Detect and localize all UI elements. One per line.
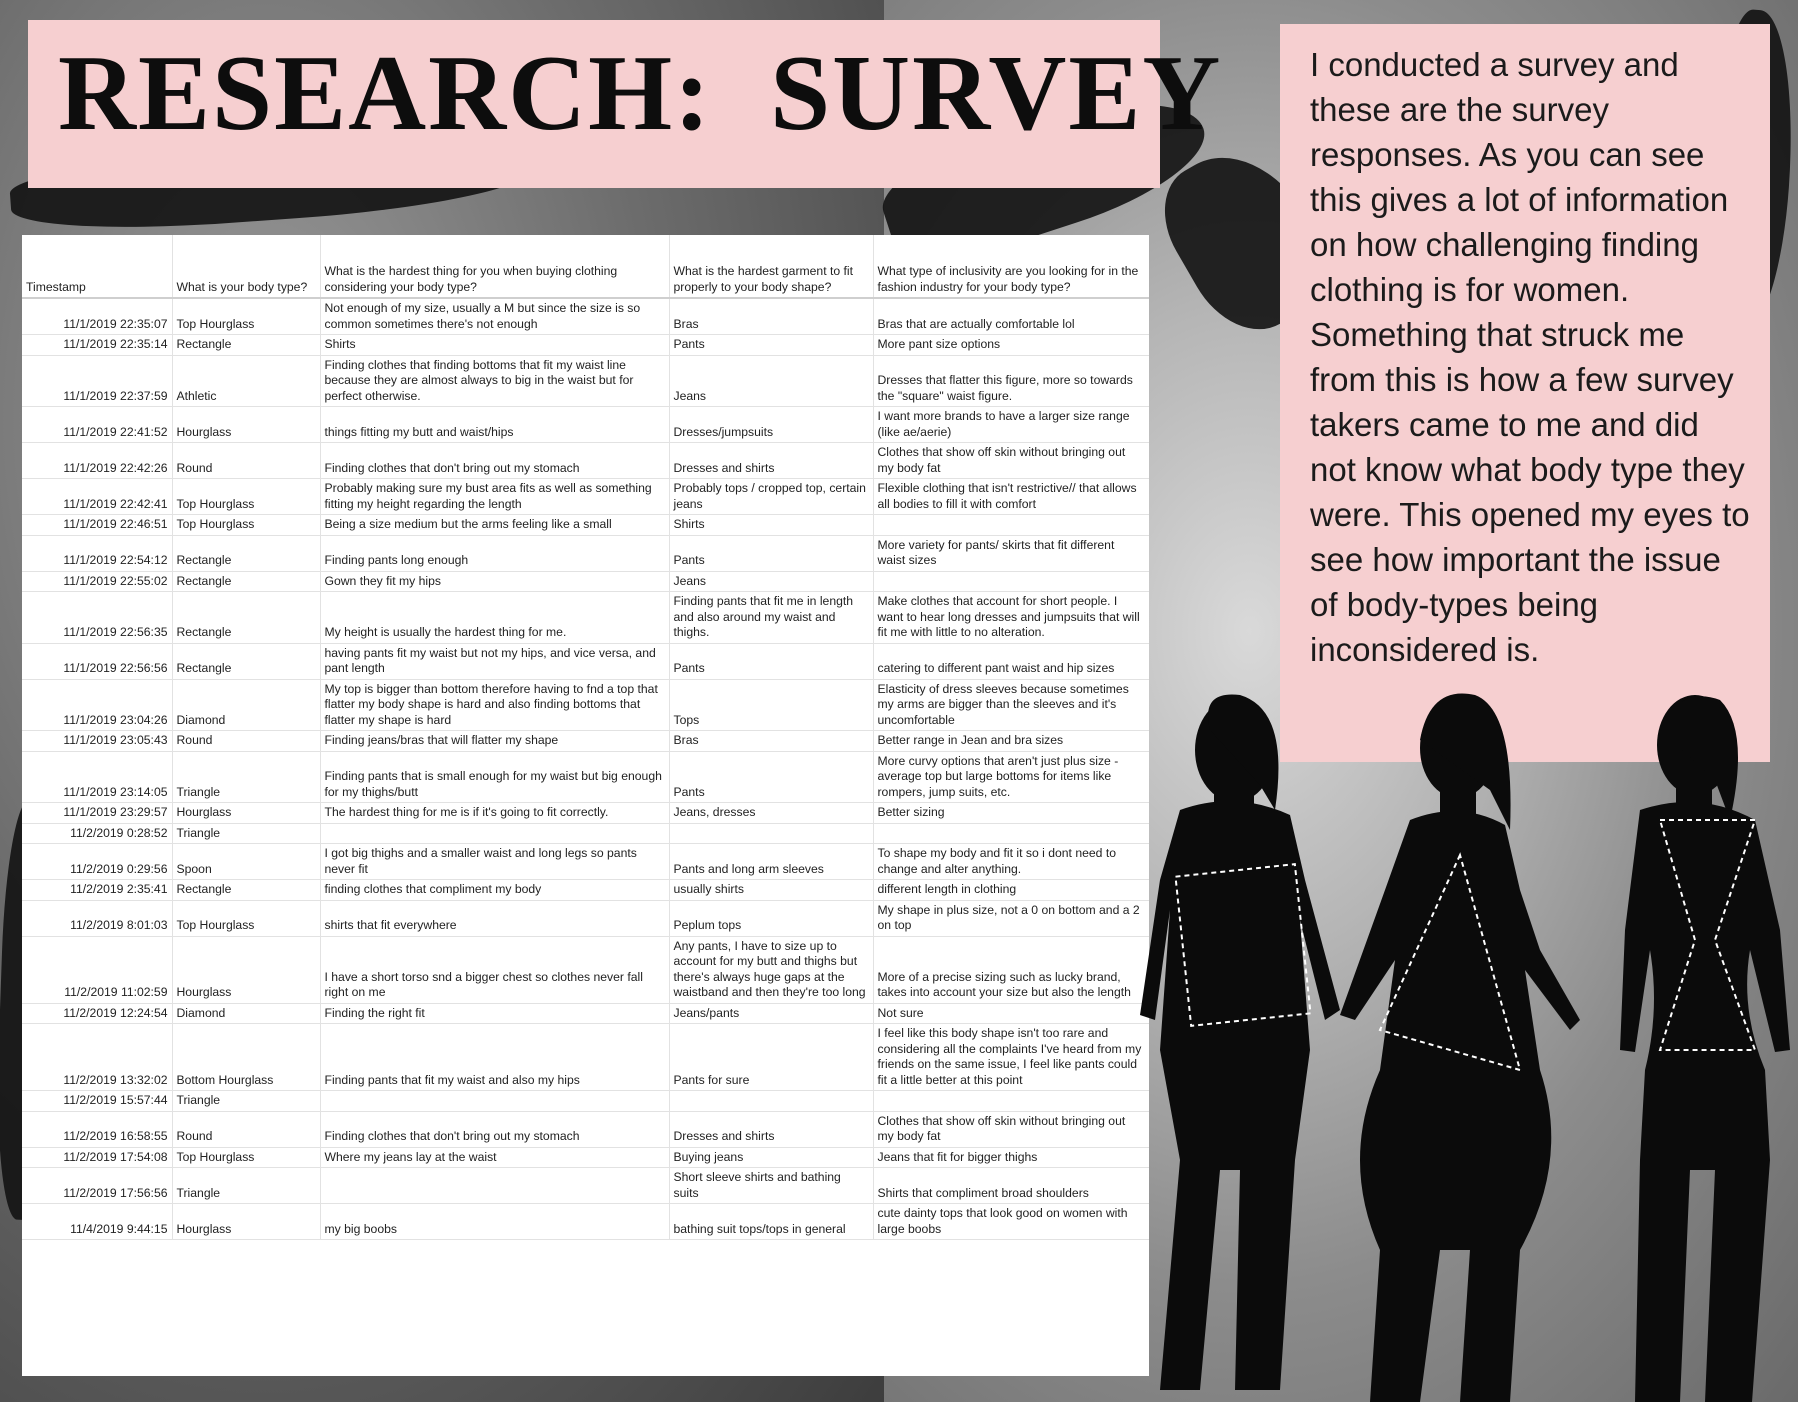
column-header: Timestamp: [22, 235, 172, 298]
hardest-garment-cell: Jeans: [669, 571, 873, 592]
hardest-thing-cell: Finding pants that is small enough for my waist but big enough for my thighs/butt: [320, 751, 669, 803]
table-row: [22, 515, 1149, 536]
body-type-cell: Diamond: [172, 1003, 320, 1024]
hardest-thing-cell: I have a short torso snd a bigger chest so clothes never fall right on me: [320, 936, 669, 1003]
hardest-thing-cell: Finding clothes that finding bottoms that fit my waist line because they are almost always to big in the waist but for perfect otherwise.: [320, 355, 669, 407]
table-row: [22, 298, 1149, 335]
table-row: [22, 1003, 1149, 1024]
column-header: What is the hardest garment to fit properly to your body shape?: [669, 235, 873, 298]
body-type-cell: Rectangle: [172, 535, 320, 571]
inclusivity-cell: I feel like this body shape isn't too rare and considering all the complaints I've heard from my friends on the same issue, I feel like pants could fit a little better at this point: [873, 1024, 1149, 1091]
body-type-cell: Triangle: [172, 1168, 320, 1204]
body-type-cell: Top Hourglass: [172, 515, 320, 536]
table-row: [22, 731, 1149, 752]
table-row: [22, 844, 1149, 880]
inclusivity-cell: Clothes that show off skin without bringing out my body fat: [873, 1111, 1149, 1147]
inclusivity-cell: Clothes that show off skin without bringing out my body fat: [873, 443, 1149, 479]
body-type-cell: Rectangle: [172, 592, 320, 644]
body-type-cell: Spoon: [172, 844, 320, 880]
hardest-garment-cell: Pants: [669, 335, 873, 356]
table-row: [22, 535, 1149, 571]
body-type-cell: Hourglass: [172, 407, 320, 443]
hardest-garment-cell: Tops: [669, 679, 873, 731]
table-row: [22, 751, 1149, 803]
hardest-garment-cell: Finding pants that fit me in length and also around my waist and thighs.: [669, 592, 873, 644]
body-silhouettes-illustration: [1140, 690, 1798, 1402]
timestamp-cell: 11/2/2019 12:24:54: [22, 1003, 172, 1024]
body-type-cell: Top Hourglass: [172, 298, 320, 335]
inclusivity-cell: Better range in Jean and bra sizes: [873, 731, 1149, 752]
hardest-garment-cell: [669, 1091, 873, 1112]
table-header-row: [22, 235, 1149, 298]
table-row: [22, 900, 1149, 936]
body-type-cell: Round: [172, 1111, 320, 1147]
hardest-thing-cell: Finding pants long enough: [320, 535, 669, 571]
table-row: [22, 823, 1149, 844]
table-row: [22, 880, 1149, 901]
hardest-garment-cell: Pants and long arm sleeves: [669, 844, 873, 880]
table-row: [22, 1204, 1149, 1240]
hardest-garment-cell: Dresses/jumpsuits: [669, 407, 873, 443]
body-type-cell: Rectangle: [172, 880, 320, 901]
page-title: RESEARCH: SURVEY: [58, 34, 1223, 153]
table-row: [22, 1111, 1149, 1147]
body-type-cell: Athletic: [172, 355, 320, 407]
hardest-garment-cell: Dresses and shirts: [669, 443, 873, 479]
hardest-thing-cell: my big boobs: [320, 1204, 669, 1240]
table-row: [22, 643, 1149, 679]
hardest-thing-cell: Shirts: [320, 335, 669, 356]
inclusivity-cell: More pant size options: [873, 335, 1149, 356]
hardest-garment-cell: Probably tops / cropped top, certain jeans: [669, 479, 873, 515]
inclusivity-cell: Shirts that compliment broad shoulders: [873, 1168, 1149, 1204]
inclusivity-cell: Flexible clothing that isn't restrictive// that allows all bodies to fill it with comfort: [873, 479, 1149, 515]
timestamp-cell: 11/1/2019 22:56:56: [22, 643, 172, 679]
inclusivity-cell: [873, 515, 1149, 536]
timestamp-cell: 11/2/2019 17:56:56: [22, 1168, 172, 1204]
inclusivity-cell: Jeans that fit for bigger thighs: [873, 1147, 1149, 1168]
hardest-garment-cell: Short sleeve shirts and bathing suits: [669, 1168, 873, 1204]
table-row: [22, 1168, 1149, 1204]
table-row: [22, 479, 1149, 515]
body-type-cell: Hourglass: [172, 1204, 320, 1240]
timestamp-cell: 11/1/2019 22:56:35: [22, 592, 172, 644]
hardest-garment-cell: Any pants, I have to size up to account for my butt and thighs but there's always huge gaps at the waistband and then they're too long: [669, 936, 873, 1003]
hardest-garment-cell: Pants: [669, 535, 873, 571]
timestamp-cell: 11/1/2019 22:46:51: [22, 515, 172, 536]
timestamp-cell: 11/4/2019 9:44:15: [22, 1204, 172, 1240]
hardest-garment-cell: [669, 823, 873, 844]
timestamp-cell: 11/2/2019 8:01:03: [22, 900, 172, 936]
hardest-thing-cell: Finding clothes that don't bring out my stomach: [320, 443, 669, 479]
table-row: [22, 355, 1149, 407]
hardest-garment-cell: Pants for sure: [669, 1024, 873, 1091]
inclusivity-cell: Dresses that flatter this figure, more so towards the "square" waist figure.: [873, 355, 1149, 407]
timestamp-cell: 11/1/2019 23:29:57: [22, 803, 172, 824]
timestamp-cell: 11/1/2019 22:55:02: [22, 571, 172, 592]
inclusivity-cell: More of a precise sizing such as lucky brand, takes into account your size but also the length: [873, 936, 1149, 1003]
body-type-cell: Triangle: [172, 1091, 320, 1112]
hardest-garment-cell: Peplum tops: [669, 900, 873, 936]
timestamp-cell: 11/2/2019 2:35:41: [22, 880, 172, 901]
hardest-thing-cell: Where my jeans lay at the waist: [320, 1147, 669, 1168]
inclusivity-cell: catering to different pant waist and hip sizes: [873, 643, 1149, 679]
body-type-cell: Hourglass: [172, 936, 320, 1003]
inclusivity-cell: Make clothes that account for short people. I want to hear long dresses and jumpsuits that will fit me with little to no alteration.: [873, 592, 1149, 644]
hardest-thing-cell: Gown they fit my hips: [320, 571, 669, 592]
inclusivity-cell: Bras that are actually comfortable lol: [873, 298, 1149, 335]
hardest-garment-cell: Buying jeans: [669, 1147, 873, 1168]
column-header: What is your body type?: [172, 235, 320, 298]
inclusivity-cell: [873, 823, 1149, 844]
hardest-thing-cell: Probably making sure my bust area fits as well as something fitting my height regarding the length: [320, 479, 669, 515]
timestamp-cell: 11/1/2019 22:42:26: [22, 443, 172, 479]
inclusivity-cell: cute dainty tops that look good on women with large boobs: [873, 1204, 1149, 1240]
hardest-thing-cell: Finding the right fit: [320, 1003, 669, 1024]
timestamp-cell: 11/1/2019 23:04:26: [22, 679, 172, 731]
hardest-garment-cell: Bras: [669, 731, 873, 752]
table-row: [22, 443, 1149, 479]
inclusivity-cell: More variety for pants/ skirts that fit different waist sizes: [873, 535, 1149, 571]
inclusivity-cell: Better sizing: [873, 803, 1149, 824]
table-row: [22, 335, 1149, 356]
hardest-garment-cell: bathing suit tops/tops in general: [669, 1204, 873, 1240]
hardest-thing-cell: Finding clothes that don't bring out my stomach: [320, 1111, 669, 1147]
body-type-cell: Diamond: [172, 679, 320, 731]
body-type-cell: Hourglass: [172, 803, 320, 824]
table-row: [22, 407, 1149, 443]
hardest-thing-cell: finding clothes that compliment my body: [320, 880, 669, 901]
hardest-thing-cell: My top is bigger than bottom therefore having to fnd a top that flatter my body shape is hard and also finding bottoms that flatter my shape is hard: [320, 679, 669, 731]
hardest-thing-cell: Finding jeans/bras that will flatter my shape: [320, 731, 669, 752]
body-type-cell: Triangle: [172, 751, 320, 803]
hardest-thing-cell: [320, 823, 669, 844]
body-type-cell: Top Hourglass: [172, 1147, 320, 1168]
table-row: [22, 571, 1149, 592]
hardest-thing-cell: Not enough of my size, usually a M but since the size is so common sometimes there's not enough: [320, 298, 669, 335]
table-row: [22, 1091, 1149, 1112]
silhouette-triangle: [1340, 693, 1580, 1402]
hardest-thing-cell: things fitting my butt and waist/hips: [320, 407, 669, 443]
body-type-cell: Rectangle: [172, 643, 320, 679]
inclusivity-cell: My shape in plus size, not a 0 on bottom and a 2 on top: [873, 900, 1149, 936]
body-type-cell: Top Hourglass: [172, 900, 320, 936]
table-row: [22, 1147, 1149, 1168]
timestamp-cell: 11/1/2019 22:54:12: [22, 535, 172, 571]
hardest-garment-cell: Jeans, dresses: [669, 803, 873, 824]
hardest-thing-cell: The hardest thing for me is if it's going to fit correctly.: [320, 803, 669, 824]
survey-spreadsheet: [22, 235, 1149, 1376]
silhouette-rectangle: [1140, 694, 1340, 1390]
hardest-thing-cell: [320, 1091, 669, 1112]
timestamp-cell: 11/2/2019 11:02:59: [22, 936, 172, 1003]
body-type-cell: Rectangle: [172, 335, 320, 356]
timestamp-cell: 11/1/2019 23:14:05: [22, 751, 172, 803]
hardest-garment-cell: Shirts: [669, 515, 873, 536]
timestamp-cell: 11/1/2019 22:37:59: [22, 355, 172, 407]
table-row: [22, 1024, 1149, 1091]
body-type-cell: Bottom Hourglass: [172, 1024, 320, 1091]
note-text: I conducted a survey and these are the survey responses. As you can see this gives a lot of information on how challenging finding clothing is for women. Something that struck me from this is how a few survey takers came to me and did not know what body type they were. This opened my eyes to see how important the issue of body-types being inconsidered is.: [1310, 46, 1750, 668]
inclusivity-cell: To shape my body and fit it so i dont need to change and alter anything.: [873, 844, 1149, 880]
hardest-garment-cell: Jeans/pants: [669, 1003, 873, 1024]
hardest-garment-cell: usually shirts: [669, 880, 873, 901]
column-header: What is the hardest thing for you when buying clothing considering your body type?: [320, 235, 669, 298]
hardest-garment-cell: Bras: [669, 298, 873, 335]
inclusivity-cell: [873, 571, 1149, 592]
inclusivity-cell: Elasticity of dress sleeves because sometimes my arms are bigger than the sleeves and it's uncomfortable: [873, 679, 1149, 731]
inclusivity-cell: Not sure: [873, 1003, 1149, 1024]
column-header: What type of inclusivity are you looking for in the fashion industry for your body type?: [873, 235, 1149, 298]
inclusivity-cell: [873, 1091, 1149, 1112]
hardest-thing-cell: [320, 1168, 669, 1204]
body-type-cell: Round: [172, 443, 320, 479]
hardest-garment-cell: Jeans: [669, 355, 873, 407]
hardest-garment-cell: Dresses and shirts: [669, 1111, 873, 1147]
hardest-thing-cell: Being a size medium but the arms feeling like a small: [320, 515, 669, 536]
timestamp-cell: 11/1/2019 23:05:43: [22, 731, 172, 752]
silhouette-hourglass: [1620, 695, 1790, 1402]
hardest-thing-cell: I got big thighs and a smaller waist and long legs so pants never fit: [320, 844, 669, 880]
inclusivity-cell: More curvy options that aren't just plus size - average top but large bottoms for items like rompers, jump suits, etc.: [873, 751, 1149, 803]
body-type-cell: Round: [172, 731, 320, 752]
timestamp-cell: 11/2/2019 13:32:02: [22, 1024, 172, 1091]
hardest-thing-cell: Finding pants that fit my waist and also my hips: [320, 1024, 669, 1091]
timestamp-cell: 11/2/2019 0:28:52: [22, 823, 172, 844]
hardest-thing-cell: having pants fit my waist but not my hips, and vice versa, and pant length: [320, 643, 669, 679]
table-row: [22, 592, 1149, 644]
timestamp-cell: 11/2/2019 17:54:08: [22, 1147, 172, 1168]
hardest-garment-cell: Pants: [669, 751, 873, 803]
body-type-cell: Rectangle: [172, 571, 320, 592]
timestamp-cell: 11/2/2019 16:58:55: [22, 1111, 172, 1147]
hardest-garment-cell: Pants: [669, 643, 873, 679]
table-row: [22, 803, 1149, 824]
timestamp-cell: 11/1/2019 22:41:52: [22, 407, 172, 443]
hardest-thing-cell: My height is usually the hardest thing for me.: [320, 592, 669, 644]
table-row: [22, 936, 1149, 1003]
timestamp-cell: 11/2/2019 15:57:44: [22, 1091, 172, 1112]
body-type-cell: Top Hourglass: [172, 479, 320, 515]
survey-table: [22, 235, 1149, 1240]
hardest-thing-cell: shirts that fit everywhere: [320, 900, 669, 936]
timestamp-cell: 11/1/2019 22:35:14: [22, 335, 172, 356]
timestamp-cell: 11/1/2019 22:42:41: [22, 479, 172, 515]
inclusivity-cell: I want more brands to have a larger size range (like ae/aerie): [873, 407, 1149, 443]
timestamp-cell: 11/2/2019 0:29:56: [22, 844, 172, 880]
inclusivity-cell: different length in clothing: [873, 880, 1149, 901]
body-type-cell: Triangle: [172, 823, 320, 844]
timestamp-cell: 11/1/2019 22:35:07: [22, 298, 172, 335]
table-row: [22, 679, 1149, 731]
